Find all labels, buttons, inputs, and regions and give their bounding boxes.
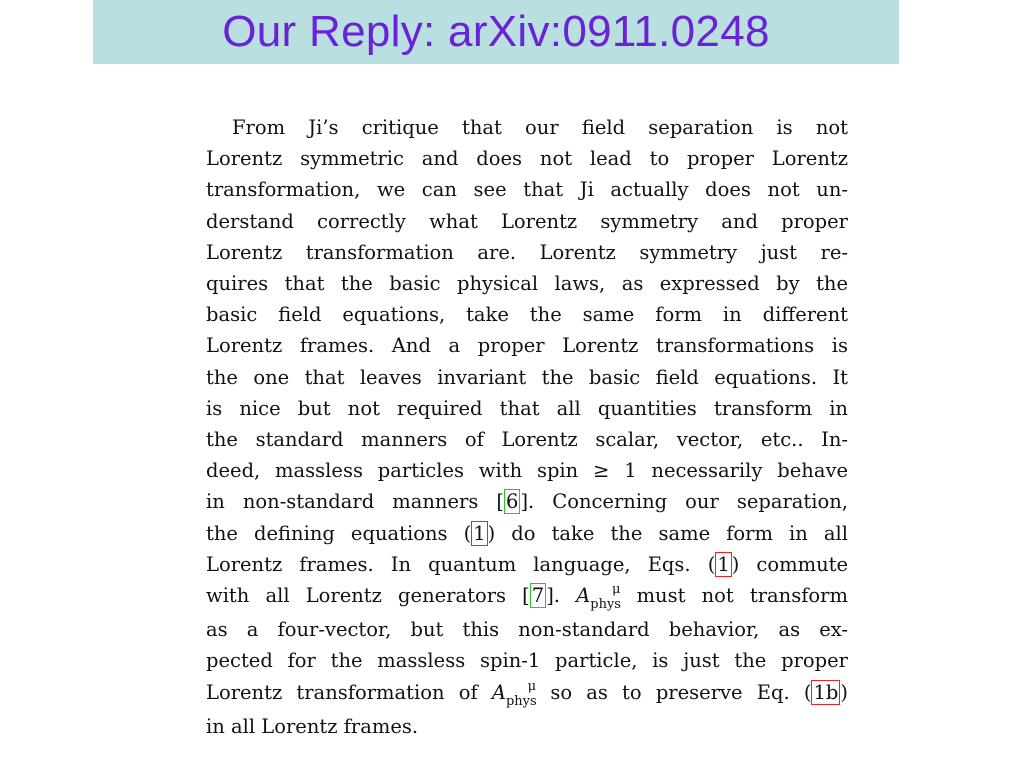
excerpt-line [206, 580, 848, 614]
excerpt-line [206, 486, 848, 517]
math-superscript: μ [527, 678, 537, 694]
excerpt-text: ) [840, 680, 848, 704]
excerpt-line: transformation, we can see that Ji actually does not un- [206, 178, 848, 202]
excerpt-text: ]. Concerning our separation, [520, 490, 848, 514]
excerpt-line: Lorentz frames. And a proper Lorentz transformations is [206, 334, 848, 358]
excerpt-line: as a four-vector, but this non-standard behavior, as ex- [206, 618, 848, 642]
excerpt-text: must not transform [636, 584, 848, 608]
excerpt-text: ) do take the same form in all [487, 521, 848, 545]
title-bar [93, 0, 899, 64]
paper-excerpt [206, 112, 848, 742]
math-subscript: phys [590, 597, 621, 613]
equation-link-1b[interactable]: 1b [813, 680, 839, 704]
excerpt-line [206, 518, 848, 549]
equation-link-1[interactable]: 1 [717, 552, 730, 576]
math-symbol-a: A [576, 584, 591, 608]
excerpt-line: From Ji’s critique that our field separation is not [232, 116, 848, 139]
excerpt-text: Lorentz transformation of [206, 680, 478, 704]
slide-title: Our Reply: arXiv:0911.0248 [222, 7, 770, 56]
excerpt-line: Lorentz transformation are. Lorentz symmetry just re- [206, 240, 848, 264]
citation-link-7[interactable]: 7 [531, 584, 545, 608]
math-superscript: μ [611, 582, 621, 598]
excerpt-line: pected for the massless spin-1 particle, is just the proper [206, 649, 848, 673]
excerpt-line: quires that the basic physical laws, as expressed by the [206, 272, 848, 296]
math-symbol-a: A [491, 680, 506, 704]
excerpt-line: the one that leaves invariant the basic field equations. It [206, 365, 848, 389]
excerpt-text: with all Lorentz generators [ [206, 584, 530, 608]
excerpt-line: is nice but not required that all quantities transform in [206, 396, 848, 420]
excerpt-line [206, 677, 848, 711]
excerpt-line: basic field equations, take the same form in different [206, 303, 848, 327]
excerpt-line: the standard manners of Lorentz scalar, vector, etc.. In- [206, 428, 848, 452]
excerpt-line [206, 549, 848, 580]
excerpt-line: derstand correctly what Lorentz symmetry and proper [206, 209, 848, 233]
excerpt-text: ) commute [731, 552, 848, 576]
equation-link-1[interactable]: 1 [473, 521, 486, 545]
excerpt-text: in non-standard manners [ [206, 490, 505, 514]
citation-link-6[interactable]: 6 [506, 490, 519, 514]
math-subscript: phys [505, 693, 537, 709]
excerpt-text: ]. [546, 584, 561, 608]
excerpt-line: in all Lorentz frames. [206, 714, 419, 738]
excerpt-line: Lorentz symmetric and does not lead to proper Lorentz [206, 147, 848, 171]
excerpt-line: deed, massless particles with spin ≥ 1 necessarily behave [206, 459, 848, 483]
excerpt-text: the defining equations ( [206, 521, 472, 545]
excerpt-text: so as to preserve Eq. ( [550, 680, 812, 704]
excerpt-text: Lorentz frames. In quantum language, Eqs. ( [206, 552, 716, 576]
